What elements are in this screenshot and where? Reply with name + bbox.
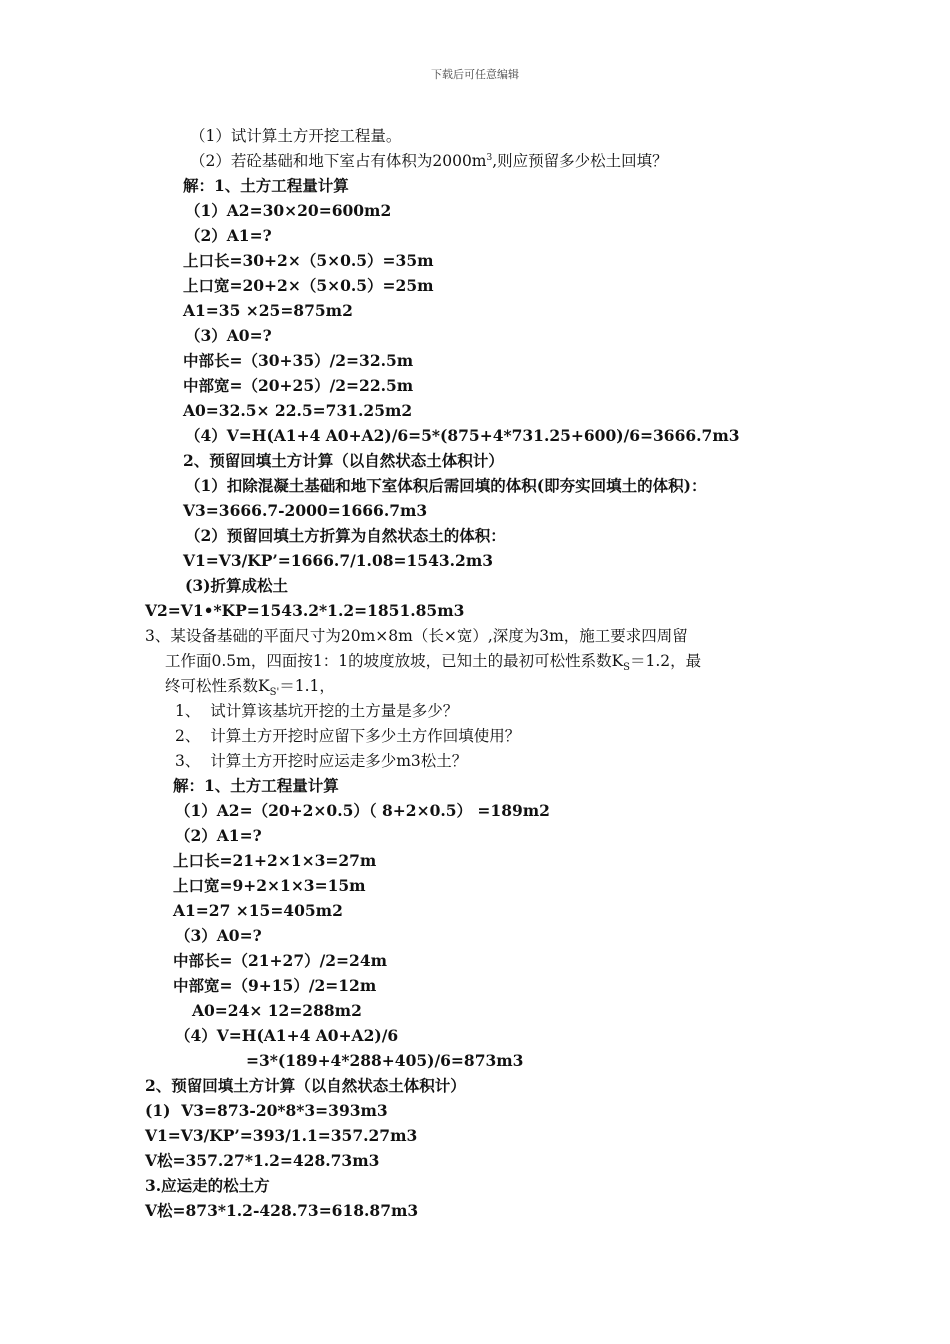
problem-3-text	[165, 651, 702, 674]
question-2-text-end: ,则应预留多少松土回填？	[492, 152, 668, 170]
calc-line: （4）V=H(A1+4 A0+A2)/6=5*(875+4*731.25+600)/6=3666.7m3	[185, 426, 740, 445]
calc-line: （3）A0=?	[175, 926, 262, 945]
problem-3-text: 3、某设备基础的平面尺寸为20m×8m（长×宽）,深度为3m，施工要求四周留	[145, 627, 688, 645]
calc-line: V3=3666.7-2000=1666.7m3	[183, 501, 428, 520]
calc-line: 上口宽=9+2×1×3=15m	[173, 876, 366, 895]
section-heading: 2、预留回填土方计算（以自然状态土体积计）	[183, 451, 504, 470]
question-1: （1）试计算土方开挖工程量。	[190, 127, 402, 145]
calc-line: 上口长=21+2×1×3=27m	[173, 851, 377, 870]
problem-3-text-a: 工作面0.5m，四面按1：1的坡度放坡，已知土的最初可松性系数K	[165, 652, 624, 670]
calc-line: （3）A0=?	[185, 326, 272, 345]
calc-line: （4）V=H(A1+4 A0+A2)/6	[175, 1026, 399, 1045]
calc-line: 中部宽=（20+25）/2=22.5m	[183, 376, 414, 395]
calc-line: 上口宽=20+2×（5×0.5）=25m	[183, 276, 434, 295]
calc-line: （2）A1=?	[185, 226, 272, 245]
sub-question: 3、 计算土方开挖时应运走多少m3松土？	[175, 752, 468, 770]
problem-3-text-c: 终可松性系数K	[165, 677, 270, 695]
calc-line: （1）A2=（20+2×0.5）（ 8+2×0.5） =189m2	[175, 801, 550, 820]
calc-line: V1=V3/KP’=393/1.1=357.27m3	[145, 1126, 418, 1145]
question-2-text: （2）若砼基础和地下室占有体积为2000m	[190, 152, 487, 170]
question-2	[190, 151, 668, 171]
ks-prime-subscript: S'	[269, 687, 280, 699]
calc-line: （1）A2=30×20=600m2	[185, 201, 392, 220]
calc-line: V2=V1•*KP=1543.2*1.2=1851.85m3	[145, 601, 465, 620]
solution-heading: 解：1、土方工程量计算	[173, 776, 339, 795]
section-heading: 3.应运走的松土方	[145, 1176, 270, 1195]
calc-line: =3*(189+4*288+405)/6=873m3	[246, 1051, 524, 1070]
solution-heading: 解：1、土方工程量计算	[183, 176, 349, 195]
calc-line: 中部长=（21+27）/2=24m	[173, 951, 388, 970]
calc-line: (3)折算成松土	[185, 576, 288, 595]
calc-line: A1=35 ×25=875m2	[183, 301, 353, 320]
sub-question: 2、 计算土方开挖时应留下多少土方作回填使用？	[175, 727, 521, 745]
calc-line: （2）A1=?	[175, 826, 262, 845]
problem-3-text-b: ＝1.2，最	[630, 652, 702, 670]
sub-question: 1、 试计算该基坑开挖的土方量是多少？	[175, 702, 459, 720]
calc-line: V1=V3/KP’=1666.7/1.08=1543.2m3	[183, 551, 494, 570]
problem-3-text-d: ＝1.1，	[279, 677, 335, 695]
calc-line: 上口长=30+2×（5×0.5）=35m	[183, 251, 434, 270]
calc-line: 中部长=（30+35）/2=32.5m	[183, 351, 414, 370]
calc-line: (1) V3=873-20*8*3=393m3	[145, 1101, 388, 1120]
calc-line: （2）预留回填土方折算为自然状态土的体积：	[185, 526, 506, 545]
calc-line: V松=873*1.2-428.73=618.87m3	[145, 1201, 419, 1220]
ks-subscript: S	[623, 662, 631, 674]
page-header: 下载后可任意编辑	[431, 68, 519, 81]
calc-line: （1）扣除混凝土基础和地下室体积后需回填的体积(即夯实回填土的体积)：	[185, 476, 707, 495]
problem-3-text	[165, 676, 335, 699]
calc-line: A0=24× 12=288m2	[192, 1001, 362, 1020]
calc-line: V松=357.27*1.2=428.73m3	[145, 1151, 380, 1170]
calc-line: A1=27 ×15=405m2	[173, 901, 343, 920]
calc-line: A0=32.5× 22.5=731.25m2	[183, 401, 413, 420]
calc-line: 中部宽=（9+15）/2=12m	[173, 976, 377, 995]
question-2-superscript: 3	[486, 152, 493, 163]
section-heading: 2、预留回填土方计算（以自然状态土体积计）	[145, 1076, 466, 1095]
